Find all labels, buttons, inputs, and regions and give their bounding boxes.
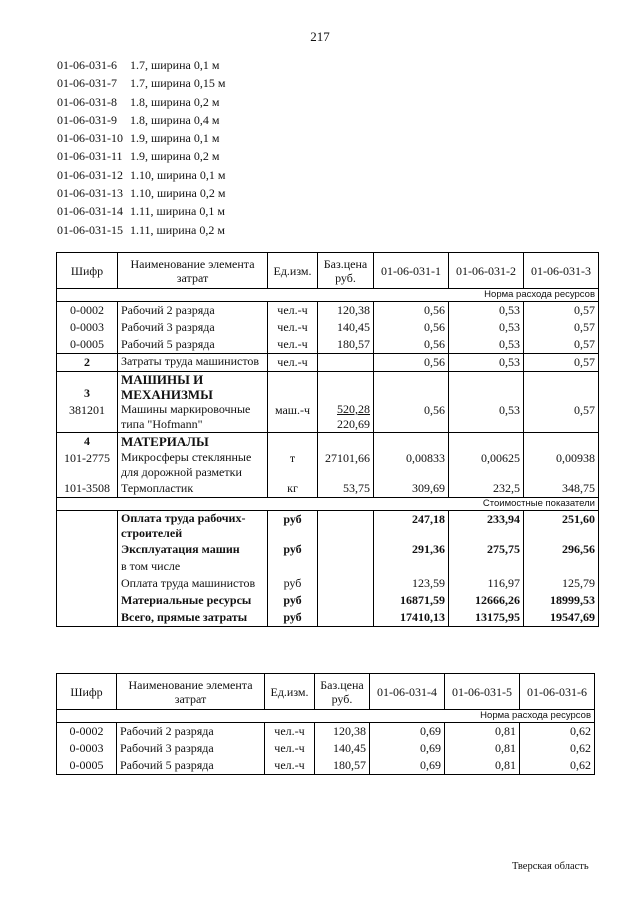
table-row: Всего, прямые затраты руб 17410,13 13175,95 19547,69 xyxy=(57,609,599,627)
code-list-item: 01-06-031-6 1.7, ширина 0,1 м xyxy=(57,58,220,72)
col-header-code: 01-06-031-3 xyxy=(524,253,599,289)
code-list xyxy=(57,56,225,239)
table-row: 0-0005 Рабочий 5 разряда чел.-ч 180,57 0,69 0,81 0,62 xyxy=(57,757,595,775)
table-row: 0-0002 Рабочий 2 разряда чел.-ч 120,38 0,69 0,81 0,62 xyxy=(57,723,595,741)
code-list-item: 01-06-031-12 1.10, ширина 0,1 м xyxy=(57,167,226,182)
col-header-code: 01-06-031-1 xyxy=(374,253,449,289)
col-header-shifr: Шифр xyxy=(57,674,117,710)
section-norm-label: Норма расхода ресурсов xyxy=(57,289,599,302)
table-row: 0-0003 Рабочий 3 разряда чел.-ч 140,45 0,56 0,53 0,57 xyxy=(57,319,599,336)
col-header-name: Наименование элемента затрат xyxy=(117,674,265,710)
table-row: Оплата труда рабочих-строителей руб 247,18 233,94 251,60 xyxy=(57,511,599,542)
table-row: 4 МАТЕРИАЛЫ xyxy=(57,433,599,451)
table-row: 3 МАШИНЫ И МЕХАНИЗМЫ xyxy=(57,372,599,403)
col-header-code: 01-06-031-2 xyxy=(449,253,524,289)
table-row: Эксплуатация машин руб 291,36 275,75 296,56 xyxy=(57,541,599,558)
col-header-unit: Ед.изм. xyxy=(265,674,315,710)
section-norm-label: Норма расхода ресурсов xyxy=(57,710,595,723)
code-list-item: 01-06-031-11 1.9, ширина 0,2 м xyxy=(57,149,220,164)
table-row: 0-0005 Рабочий 5 разряда чел.-ч 180,57 0,56 0,53 0,57 xyxy=(57,336,599,354)
table-row: 381201 Машины маркировочные типа "Hofmann" маш.-ч 520,28 220,69 0,56 0,53 0,57 xyxy=(57,402,599,433)
table-row: 2 Затраты труда машинистов чел.-ч 0,56 0,53 0,57 xyxy=(57,354,599,372)
page-number: 217 xyxy=(310,29,330,44)
section-cost-label: Стоимостные показатели xyxy=(57,498,599,511)
col-header-code: 01-06-031-4 xyxy=(370,674,445,710)
table-row: в том числе xyxy=(57,558,599,575)
code-list-item: 01-06-031-14 1.11, ширина 0,1 м xyxy=(57,204,225,219)
footer-region: Тверская область xyxy=(512,861,589,872)
code-list-item: 01-06-031-10 1.9, ширина 0,1 м xyxy=(57,131,220,146)
col-header-price: Баз.цена руб. xyxy=(315,674,370,710)
table-row: 0-0002 Рабочий 2 разряда чел.-ч 120,38 0,56 0,53 0,57 xyxy=(57,302,599,320)
code-list-item: 01-06-031-15 1.11, ширина 0,2 м xyxy=(57,222,225,237)
code-list-item: 01-06-031-9 1.8, ширина 0,4 м xyxy=(57,112,220,127)
table-row: 101-3508 Термопластик кг 53,75 309,69 232,5 348,75 xyxy=(57,480,599,498)
col-header-name: Наименование элемента затрат xyxy=(118,253,268,289)
resource-table-1 xyxy=(56,252,599,627)
code-list-item: 01-06-031-13 1.10, ширина 0,2 м xyxy=(57,186,226,201)
col-header-code: 01-06-031-5 xyxy=(445,674,520,710)
resource-table-2 xyxy=(56,673,595,775)
table-row: 0-0003 Рабочий 3 разряда чел.-ч 140,45 0,69 0,81 0,62 xyxy=(57,740,595,757)
col-header-code: 01-06-031-6 xyxy=(520,674,595,710)
col-header-price: Баз.цена руб. xyxy=(318,253,374,289)
table-row: Оплата труда машинистов руб 123,59 116,97 125,79 xyxy=(57,575,599,592)
col-header-shifr: Шифр xyxy=(57,253,118,289)
table-row: Материальные ресурсы руб 16871,59 12666,26 18999,53 xyxy=(57,592,599,609)
table-row: 101-2775 Микросферы стеклянные для дорожной разметки т 27101,66 0,00833 0,00625 0,00938 xyxy=(57,450,599,480)
col-header-unit: Ед.изм. xyxy=(268,253,318,289)
code-list-item: 01-06-031-8 1.8, ширина 0,2 м xyxy=(57,94,220,109)
code-list-item: 01-06-031-7 1.7, ширина 0,15 м xyxy=(57,76,226,91)
